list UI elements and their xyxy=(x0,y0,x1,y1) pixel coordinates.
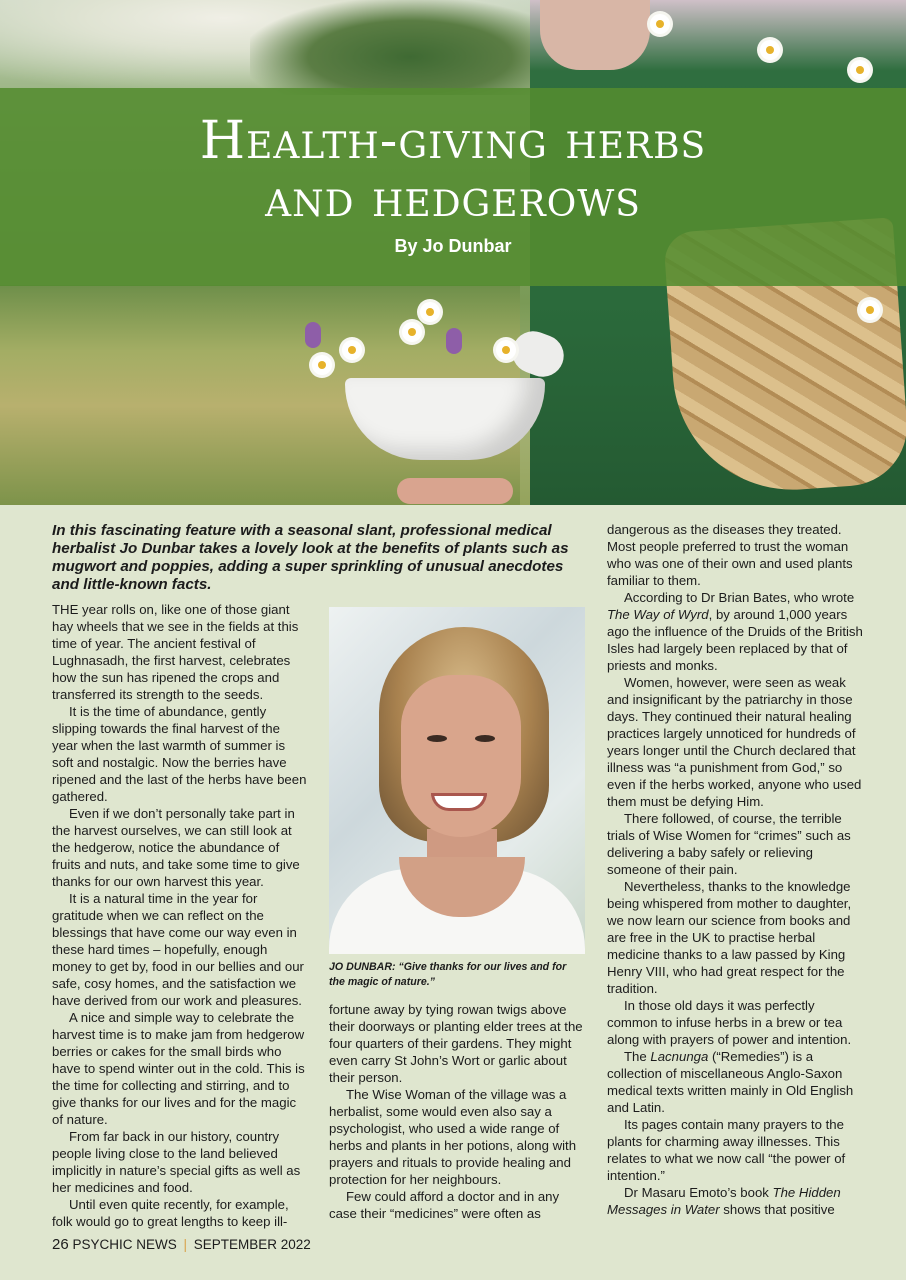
publication-name: PSYCHIC NEWS xyxy=(72,1237,177,1252)
byline: By Jo Dunbar xyxy=(394,236,512,256)
title-line-2: and hedgerows xyxy=(265,169,641,229)
issue-date: SEPTEMBER 2022 xyxy=(193,1237,311,1252)
article-title xyxy=(0,112,906,228)
daisy-flower xyxy=(496,340,516,360)
paragraph: The Wise Woman of the village was a herbalist, some would even also say a psychologist, who used a wide range of herbs and plants in her potions, along with prayers and rituals to provide healing and protection for her neighbours. xyxy=(329,1087,577,1187)
text-run: , by around 1,000 years ago the influence of the Druids of the British Isles had largely been replaced by that of priests and monks. xyxy=(607,607,863,673)
daisy-flower xyxy=(312,355,332,375)
text-run: shows that positive xyxy=(719,1202,835,1217)
paragraph xyxy=(607,1184,863,1218)
paragraph xyxy=(607,1048,863,1116)
paragraph: Its pages contain many prayers to the plants for charming away illnesses. This relates to what we now call “the power of intention.” xyxy=(607,1117,846,1183)
paragraph: It is a natural time in the year for gratitude when we can reflect on the blessings that have come our way even in these hard times – hopefully, enough money to get by, food in our bellies and our safe, cosy homes, and the satisfaction we have derived from our work and pleasures. xyxy=(52,891,304,1008)
paragraph: There followed, of course, the terrible trials of Wise Women for “crimes” such as delivering a baby safely or relieving someone of their pain. xyxy=(607,811,851,877)
daisy-flower xyxy=(342,340,362,360)
paragraph: It is the time of abundance, gently slipping towards the final harvest of the year when the last warmth of summer is soft and nostalgic. Now the berries have ripened and the last of the herbs have been gathered. xyxy=(52,704,307,804)
paragraph: In those old days it was perfectly common to infuse herbs in a brew or tea along with prayers of power and intention. xyxy=(607,998,852,1047)
paragraph: Women, however, were seen as weak and insignificant by the patriarchy in those days. They continued their natural healing practices largely unnoticed for hundreds of years longer until the Church declared that illness was “a punishment from God,” so even if the herbs worked, anyone who used them must be defying Him. xyxy=(607,675,862,809)
paragraph: Few could afford a doctor and in any case their “medicines” were often as xyxy=(329,1189,560,1221)
author-portrait-photo xyxy=(329,607,585,954)
tree-line xyxy=(250,0,570,95)
daisy-flower xyxy=(650,14,670,34)
daisy-flower xyxy=(850,60,870,80)
paragraph: dangerous as the diseases they treated. Most people preferred to trust the woman who was one of their own and used plants familiar to them. xyxy=(607,522,853,588)
book-title: Lacnunga xyxy=(650,1049,709,1064)
paragraph: Nevertheless, thanks to the knowledge being whispered from mother to daughter, we now learn our science from books and are free in the UK to practise herbal medicine thanks to a law passed by King Henry VIII, who had great respect for the tradition. xyxy=(607,879,852,996)
text-run: According to Dr Brian Bates, who wrote xyxy=(624,590,855,605)
paragraph: Until even quite recently, for example, folk would go to great lengths to keep ill- xyxy=(52,1197,289,1229)
neckline xyxy=(540,0,650,70)
column-1 xyxy=(52,601,308,1230)
paragraph: fortune away by tying rowan twigs above their doorways or planting elder trees at the four quarters of their gardens. They might even carry St John’s Wort or garlic about their person. xyxy=(329,1002,583,1085)
paragraph xyxy=(607,589,863,674)
title-line-1: Health-giving herbs xyxy=(199,111,707,171)
text-run: (“Remedies”) is a collection of miscellaneous Anglo-Saxon medical texts written mainly in Old English and Latin. xyxy=(607,1049,854,1115)
text-run: The xyxy=(624,1049,651,1064)
book-title: The Hidden Messages in Water xyxy=(607,1185,841,1217)
paragraph: Even if we don’t personally take part in the harvest ourselves, we can still look at the hedgerow, notice the abundance of fruits and nuts, and take some time to give thanks for our own harvest this year. xyxy=(52,806,300,889)
daisy-flower xyxy=(860,300,880,320)
photo-caption: JO DUNBAR: “Give thanks for our lives and for the magic of nature.” xyxy=(329,961,567,988)
intro-standfirst: In this fascinating feature with a seasonal slant, professional medical herbalist Jo Dunbar takes a lovely look at the benefits of plants such as mugwort and poppies, adding a super sprinkling of unusual anecdotes and little-known facts. xyxy=(52,522,569,593)
portrait-eye xyxy=(427,735,447,742)
paragraph: THE year rolls on, like one of those giant hay wheels that we see in the fields at this time of year. The ancient festival of Lughnasadh, the first harvest, celebrates how the sun has ripened the crops and transferred its strength to the seeds. xyxy=(52,602,299,702)
portrait-face xyxy=(401,675,521,837)
daisy-flower xyxy=(402,322,422,342)
footer-separator: | xyxy=(183,1237,187,1252)
portrait-eye xyxy=(475,735,495,742)
column-2 xyxy=(329,1001,585,1222)
daisy-flower xyxy=(760,40,780,60)
text-run: Dr Masaru Emoto’s book xyxy=(624,1185,773,1200)
paragraph: From far back in our history, country people living close to the land believed implicitly in nature’s special gifts as well as her medicines and food. xyxy=(52,1129,301,1195)
daisy-flower xyxy=(420,302,440,322)
page-number: 26 xyxy=(52,1236,69,1253)
paragraph: A nice and simple way to celebrate the harvest time is to make jam from hedgerow berries or cakes for the small birds who have to spend winter out in the cold. This is the time for collecting and stirring, and to give thanks for our lives and for the magic of nature. xyxy=(52,1010,305,1127)
purple-flower xyxy=(446,328,462,354)
column-3 xyxy=(607,521,863,1218)
page-footer xyxy=(52,1236,311,1253)
hands xyxy=(397,478,513,504)
book-title: The Way of Wyrd xyxy=(607,607,709,622)
purple-flower xyxy=(305,322,321,348)
